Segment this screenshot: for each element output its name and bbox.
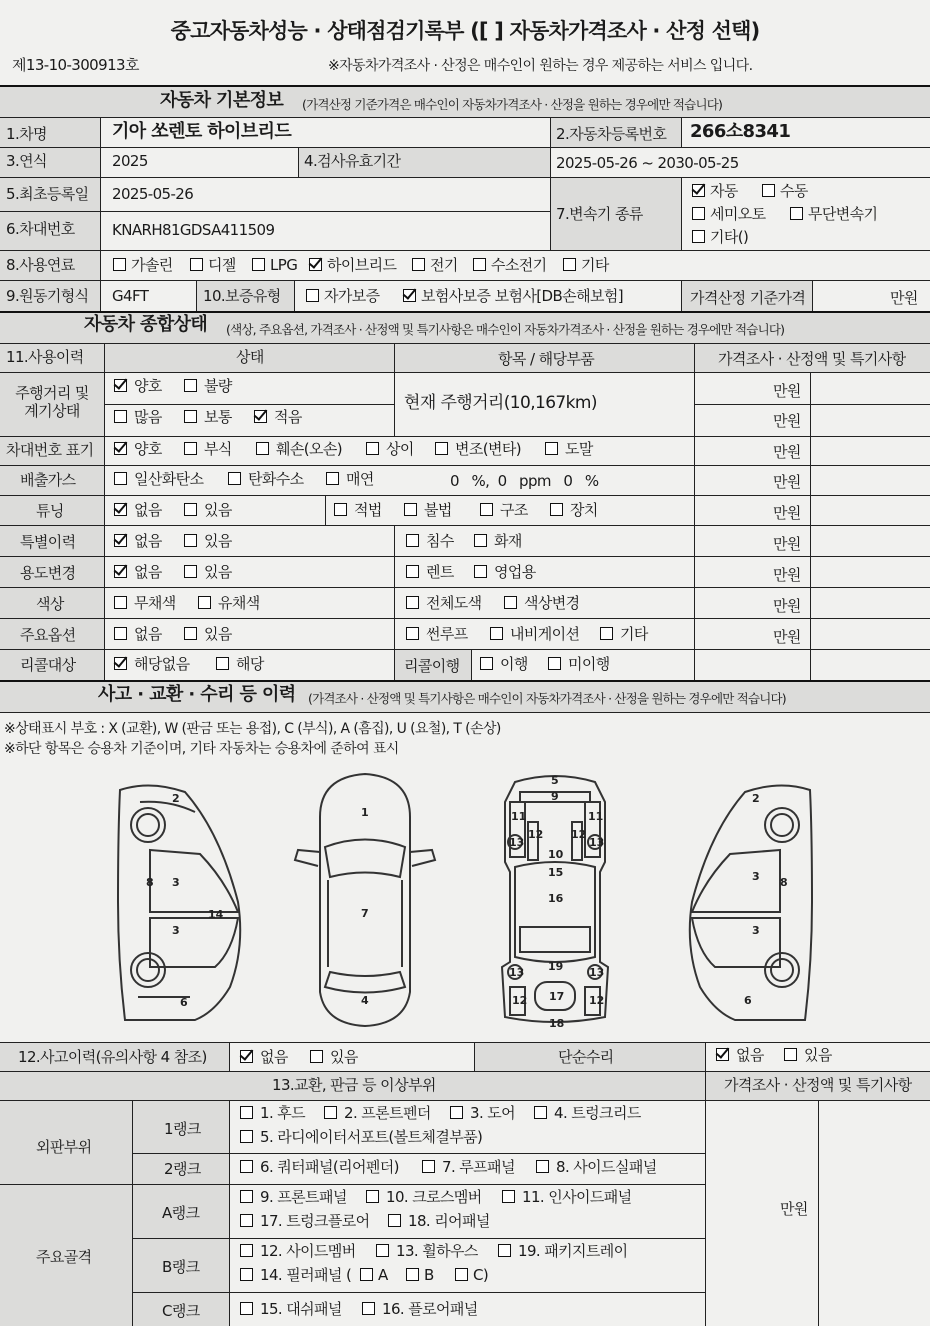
recall-done-label: 리콜이행	[404, 657, 460, 675]
part-label: 2. 프론트펜더	[344, 1104, 431, 1122]
part-14-checkbox[interactable]	[240, 1268, 253, 1281]
simple-repair-none-label: 없음	[736, 1046, 764, 1064]
color-achromatic-checkbox[interactable]	[114, 596, 127, 609]
trans-cvt-label: 무단변속기	[808, 205, 878, 223]
tuning-price-unit: 만원	[773, 504, 801, 522]
part-5-checkbox[interactable]	[240, 1130, 253, 1143]
part-label: 16. 플로어패널	[382, 1300, 478, 1318]
option-exist-label: 있음	[204, 625, 232, 643]
mileage-bad-checkbox[interactable]	[184, 379, 197, 392]
fuel-option: 디젤	[208, 256, 236, 274]
color-opt: 무채색	[134, 594, 176, 612]
warranty-insurance-checkbox[interactable]	[403, 289, 416, 302]
diagram-label: 2	[752, 792, 760, 805]
car-name-label: 1.차명	[6, 125, 47, 143]
fuel-option: 하이브리드	[327, 256, 397, 274]
fuel-lpg-checkbox[interactable]	[252, 258, 265, 271]
purpose-rent-checkbox[interactable]	[406, 565, 419, 578]
mileage-normal-checkbox[interactable]	[184, 410, 197, 423]
vin-mark-label: 차대번호 표기	[6, 441, 94, 459]
purpose-opt: 렌트	[426, 563, 454, 581]
diagram-label: 5	[551, 774, 559, 787]
first-reg-label: 5.최초등록일	[6, 185, 89, 203]
mileage-few-label: 적음	[274, 408, 302, 426]
diagram-label: 13	[509, 836, 525, 849]
tuning-structure-checkbox[interactable]	[480, 503, 493, 516]
accident-exist-checkbox[interactable]	[310, 1050, 323, 1063]
option-none-label: 없음	[134, 625, 162, 643]
special-flood-checkbox[interactable]	[406, 534, 419, 547]
diagram-label: 8	[780, 876, 788, 889]
outer-panel-label: 외판부위	[36, 1138, 92, 1156]
part-3-checkbox[interactable]	[450, 1106, 463, 1119]
diagram-label: 18	[549, 1017, 565, 1030]
vin-opt: 도말	[565, 440, 593, 458]
document-title: 중고자동차성능 · 상태점검기록부 ([ ] 자동차가격조사 · 산정 선택)	[170, 19, 760, 43]
warranty-self-checkbox[interactable]	[306, 289, 319, 302]
tuning-opt: 적법	[354, 501, 382, 519]
recall-yes-label: 해당	[236, 655, 264, 673]
warranty-insurance-label: 보험사보증 보험사[DB손해보험]	[421, 287, 623, 305]
emission-values: 0 %, 0 ppm 0 %	[450, 472, 599, 490]
diagram-label: 6	[744, 994, 752, 1007]
emission-opt: 일산화탄소	[134, 470, 204, 488]
car-damage-diagram	[0, 762, 930, 1042]
special-exist-label: 있음	[204, 532, 232, 550]
diagram-label: 7	[361, 907, 369, 920]
rankB-label: B랭크	[162, 1258, 200, 1276]
price-base-unit: 만원	[890, 289, 918, 307]
color-label: 색상	[36, 595, 64, 613]
part-label: 15. 대쉬패널	[260, 1300, 342, 1318]
accident-none-checkbox[interactable]	[240, 1050, 253, 1063]
pillar-b-checkbox[interactable]	[406, 1268, 419, 1281]
diagram-label: 14	[208, 908, 224, 921]
part-label: 11. 인사이드패널	[522, 1188, 632, 1206]
basic-section-note: (가격산정 기준가격은 매수인이 자동차가격조사 · 산정을 원하는 경우에만 적습니다)	[302, 97, 723, 112]
option-opt: 썬루프	[426, 625, 468, 643]
fuel-option: LPG	[270, 256, 298, 274]
diagram-label: 17	[549, 990, 565, 1003]
mileage-bad-label: 불량	[204, 377, 232, 395]
special-exist-checkbox[interactable]	[184, 534, 197, 547]
vin-opt: 훼손(오손)	[276, 440, 343, 458]
vin-opt: 양호	[134, 440, 162, 458]
diagram-label: 11	[588, 810, 604, 823]
rankA-label: A랭크	[162, 1204, 200, 1222]
col-price-header: 가격조사 · 산정액 및 특기사항	[718, 350, 906, 368]
simple-repair-label: 단순수리	[558, 1048, 614, 1066]
recall-not-opt: 미이행	[568, 655, 610, 673]
vehicle-type-note: ※하단 항목은 승용차 기준이며, 기타 자동차는 승용차에 준하여 표시	[4, 741, 399, 757]
color-chromatic-checkbox[interactable]	[198, 596, 211, 609]
vin-good-checkbox[interactable]	[114, 442, 127, 455]
pillar-label: C)	[473, 1266, 489, 1284]
color-change-checkbox[interactable]	[504, 596, 517, 609]
pillar-c-checkbox[interactable]	[455, 1268, 468, 1281]
part-11-checkbox[interactable]	[502, 1190, 515, 1203]
emission-opt: 매연	[346, 470, 374, 488]
tuning-opt: 불법	[424, 501, 452, 519]
pillar-label: A	[378, 1266, 388, 1284]
emission-smoke-checkbox[interactable]	[326, 472, 339, 485]
trans-semi-label: 세미오토	[710, 205, 766, 223]
vin-opt: 상이	[386, 440, 414, 458]
accident-exist-label: 있음	[330, 1048, 358, 1066]
inspection-label: 4.검사유효기간	[304, 152, 401, 170]
color-opt: 유채색	[218, 594, 260, 612]
status-section-title: 자동차 종합상태	[84, 314, 208, 335]
purpose-price-unit: 만원	[773, 566, 801, 584]
diagram-label: 1	[361, 806, 369, 819]
mileage-many-checkbox[interactable]	[114, 410, 127, 423]
option-opt: 내비게이션	[510, 625, 580, 643]
mileage-label: 주행거리 및 계기상태	[15, 384, 89, 420]
part-label: 5. 라디에이터서포트(볼트체결부품)	[260, 1128, 483, 1146]
fuel-other-checkbox[interactable]	[563, 258, 576, 271]
part-label: 10. 크로스멤버	[386, 1188, 482, 1206]
emission-opt: 탄화수소	[248, 470, 304, 488]
part-13-checkbox[interactable]	[376, 1244, 389, 1257]
special-fire-checkbox[interactable]	[474, 534, 487, 547]
special-opt: 화재	[494, 532, 522, 550]
purpose-none-checkbox[interactable]	[114, 565, 127, 578]
col-usage-header: 11.사용이력	[6, 348, 84, 366]
diagram-label: 11	[511, 810, 527, 823]
warranty-self-label: 자가보증	[324, 287, 380, 305]
recall-none-checkbox[interactable]	[114, 657, 127, 670]
part-label: 14. 필러패널 (	[260, 1266, 352, 1284]
accident-price-unit: 만원	[780, 1200, 808, 1218]
option-label: 주요옵션	[20, 626, 76, 644]
simple-repair-none-checkbox[interactable]	[716, 1048, 729, 1061]
diagram-label: 19	[548, 960, 564, 973]
fuel-hybrid-checkbox[interactable]	[309, 258, 322, 271]
tuning-none-checkbox[interactable]	[114, 503, 127, 516]
part-label: 17. 트렁크플로어	[260, 1212, 370, 1230]
emission-co-checkbox[interactable]	[114, 472, 127, 485]
fuel-option: 전기	[430, 256, 458, 274]
part-18-checkbox[interactable]	[388, 1214, 401, 1227]
tuning-exist-checkbox[interactable]	[184, 503, 197, 516]
part-19-checkbox[interactable]	[498, 1244, 511, 1257]
special-none-checkbox[interactable]	[114, 534, 127, 547]
tuning-exist-label: 있음	[204, 501, 232, 519]
mileage-many-label: 많음	[134, 408, 162, 426]
tuning-opt: 장치	[570, 501, 598, 519]
part-12-checkbox[interactable]	[240, 1244, 253, 1257]
rank1-label: 1랭크	[164, 1120, 201, 1138]
year-label: 3.연식	[6, 152, 47, 170]
part-6-checkbox[interactable]	[240, 1160, 253, 1173]
purpose-opt: 영업용	[494, 563, 536, 581]
vin-opt: 부식	[204, 440, 232, 458]
pillar-a-checkbox[interactable]	[360, 1268, 373, 1281]
diagram-label: 16	[548, 892, 564, 905]
color-opt2: 색상변경	[524, 594, 580, 612]
diagram-label: 12	[589, 994, 605, 1007]
simple-repair-exist-checkbox[interactable]	[784, 1048, 797, 1061]
document-number: 제13-10-300913호	[12, 56, 139, 74]
part-10-checkbox[interactable]	[366, 1190, 379, 1203]
diagram-label: 13	[509, 966, 525, 979]
part-label: 6. 쿼터패널(리어펜더)	[260, 1158, 399, 1176]
vin-price-unit: 만원	[773, 443, 801, 461]
special-label: 특별이력	[20, 533, 76, 551]
warranty-label: 10.보증유형	[203, 287, 281, 305]
vin-label: 6.차대번호	[6, 220, 75, 238]
part-4-checkbox[interactable]	[534, 1106, 547, 1119]
col-state-header: 상태	[236, 348, 264, 366]
tuning-opt: 구조	[500, 501, 528, 519]
emission-label: 배출가스	[20, 471, 76, 489]
diagram-label: 10	[548, 848, 564, 861]
part-1-checkbox[interactable]	[240, 1106, 253, 1119]
car-name-value: 기아 쏘렌토 하이브리드	[112, 121, 292, 142]
current-mileage: 현재 주행거리(10,167km)	[404, 393, 597, 413]
part-8-checkbox[interactable]	[536, 1160, 549, 1173]
trans-manual-checkbox[interactable]	[762, 184, 775, 197]
special-opt: 침수	[426, 532, 454, 550]
option-exist-checkbox[interactable]	[184, 627, 197, 640]
part-label: 4. 트렁크리드	[554, 1104, 641, 1122]
basic-section-title: 자동차 기본정보	[160, 90, 284, 111]
trans-semi-checkbox[interactable]	[692, 207, 705, 220]
color-price-unit: 만원	[773, 597, 801, 615]
trans-auto-label: 자동	[710, 182, 738, 200]
part-17-checkbox[interactable]	[240, 1214, 253, 1227]
reg-no-value: 266소8341	[690, 121, 791, 142]
inspection-value: 2025-05-26 ~ 2030-05-25	[556, 154, 739, 172]
mileage-good-label: 양호	[134, 377, 162, 395]
mileage-normal-label: 보통	[204, 408, 232, 426]
diagram-label: 13	[589, 966, 605, 979]
part-15-checkbox[interactable]	[240, 1302, 253, 1315]
tuning-none-label: 없음	[134, 501, 162, 519]
part-label: 3. 도어	[470, 1104, 516, 1122]
mileage-price-unit-2: 만원	[773, 412, 801, 430]
status-section-note: (색상, 주요옵션, 가격조사 · 산정액 및 특기사항은 매수인이 자동차가격조사 · 산정을 원하는 경우에만 적습니다)	[226, 322, 785, 337]
tuning-illegal-checkbox[interactable]	[404, 503, 417, 516]
recall-done-opt: 이행	[500, 655, 528, 673]
diagram-label: 8	[146, 876, 154, 889]
option-opt: 기타	[620, 625, 648, 643]
color-opt2: 전체도색	[426, 594, 482, 612]
vin-altered-checkbox[interactable]	[435, 442, 448, 455]
part-label: 8. 사이드실패널	[556, 1158, 657, 1176]
option-navi-checkbox[interactable]	[490, 627, 503, 640]
parts-header: 13.교환, 판금 등 이상부위	[272, 1076, 436, 1094]
status-symbol-legend: ※상태표시 부호 : X (교환), W (판금 또는 용접), C (부식), A (흠집), U (요철), T (손상)	[4, 721, 501, 737]
purpose-exist-checkbox[interactable]	[184, 565, 197, 578]
trans-other-checkbox[interactable]	[692, 230, 705, 243]
emission-price-unit: 만원	[773, 473, 801, 491]
transmission-label: 7.변속기 종류	[556, 205, 643, 223]
diagram-label: 9	[551, 790, 559, 803]
purpose-label: 용도변경	[20, 564, 76, 582]
tuning-device-checkbox[interactable]	[550, 503, 563, 516]
special-price-unit: 만원	[773, 535, 801, 553]
accident-none-label: 없음	[260, 1048, 288, 1066]
recall-label: 리콜대상	[20, 656, 76, 674]
rank2-label: 2랭크	[164, 1160, 201, 1178]
accident-section-note: (가격조사 · 산정액 및 특기사항은 매수인이 자동차가격조사 · 산정을 원하는 경우에만 적습니다)	[308, 691, 786, 706]
color-full-paint-checkbox[interactable]	[406, 596, 419, 609]
fuel-option: 기타	[581, 256, 609, 274]
mileage-price-unit: 만원	[773, 382, 801, 400]
part-7-checkbox[interactable]	[422, 1160, 435, 1173]
diagram-label: 3	[752, 870, 760, 883]
simple-repair-exist-label: 있음	[804, 1046, 832, 1064]
option-none-checkbox[interactable]	[114, 627, 127, 640]
diagram-label: 3	[172, 924, 180, 937]
recall-done-checkbox[interactable]	[480, 657, 493, 670]
option-sunroof-checkbox[interactable]	[406, 627, 419, 640]
fuel-electric-checkbox[interactable]	[412, 258, 425, 271]
trans-other-label: 기타()	[710, 228, 749, 246]
part-label: 13. 휠하우스	[396, 1242, 478, 1260]
part-label: 9. 프론트패널	[260, 1188, 347, 1206]
vin-corrosion-checkbox[interactable]	[184, 442, 197, 455]
recall-yes-checkbox[interactable]	[216, 657, 229, 670]
trans-cvt-checkbox[interactable]	[790, 207, 803, 220]
recall-not-checkbox[interactable]	[548, 657, 561, 670]
main-frame-label: 주요골격	[36, 1248, 92, 1266]
part-label: 12. 사이드멤버	[260, 1242, 356, 1260]
col-item-header: 항목 / 해당부품	[498, 350, 595, 368]
option-other-checkbox[interactable]	[600, 627, 613, 640]
engine-label: 9.원동기형식	[6, 287, 89, 305]
trans-manual-label: 수동	[780, 182, 808, 200]
option-price-unit: 만원	[773, 628, 801, 646]
vin-diff-checkbox[interactable]	[366, 442, 379, 455]
accident-section-title: 사고 · 교환 · 수리 등 이력	[98, 684, 296, 705]
part-label: 18. 리어패널	[408, 1212, 490, 1230]
diagram-label: 2	[172, 792, 180, 805]
vin-opt: 변조(변타)	[455, 440, 522, 458]
diagram-label: 15	[548, 866, 564, 879]
accident-price-header: 가격조사 · 산정액 및 특기사항	[724, 1076, 912, 1094]
mileage-few-checkbox[interactable]	[254, 410, 267, 423]
part-2-checkbox[interactable]	[324, 1106, 337, 1119]
diagram-label: 13	[589, 836, 605, 849]
fuel-diesel-checkbox[interactable]	[190, 258, 203, 271]
fuel-option: 수소전기	[491, 256, 547, 274]
purpose-exist-label: 있음	[204, 563, 232, 581]
tuning-legal-checkbox[interactable]	[334, 503, 347, 516]
diagram-label: 4	[361, 994, 369, 1007]
special-none-label: 없음	[134, 532, 162, 550]
fuel-gasoline-checkbox[interactable]	[113, 258, 126, 271]
engine-value: G4FT	[112, 287, 149, 305]
diagram-label: 12	[512, 994, 528, 1007]
trans-auto-checkbox[interactable]	[692, 184, 705, 197]
diagram-label: 3	[752, 924, 760, 937]
accident-history-label: 12.사고이력(유의사항 4 참조)	[18, 1048, 207, 1066]
purpose-none-label: 없음	[134, 563, 162, 581]
part-label: 1. 후드	[260, 1104, 306, 1122]
vin-value: KNARH81GDSA411509	[112, 221, 275, 239]
tuning-label: 튜닝	[36, 502, 64, 520]
recall-none-label: 해당없음	[134, 655, 190, 673]
diagram-label: 6	[180, 996, 188, 1009]
vin-damage-checkbox[interactable]	[256, 442, 269, 455]
diagram-label: 3	[172, 876, 180, 889]
part-9-checkbox[interactable]	[240, 1190, 253, 1203]
diagram-label: 12	[571, 828, 587, 841]
diagram-label: 12	[528, 828, 544, 841]
rankC-label: C랭크	[162, 1302, 200, 1320]
part-label: 19. 패키지트레이	[518, 1242, 628, 1260]
part-label: 7. 루프패널	[442, 1158, 515, 1176]
service-note: ※자동차가격조사 · 산정은 매수인이 원하는 경우 제공하는 서비스 입니다.	[328, 58, 753, 74]
fuel-label: 8.사용연료	[6, 256, 75, 274]
fuel-option: 가솔린	[131, 256, 173, 274]
vin-painted-checkbox[interactable]	[545, 442, 558, 455]
first-reg-value: 2025-05-26	[112, 185, 194, 203]
pillar-label: B	[424, 1266, 434, 1284]
mileage-good-checkbox[interactable]	[114, 379, 127, 392]
fuel-hydrogen-checkbox[interactable]	[473, 258, 486, 271]
part-16-checkbox[interactable]	[362, 1302, 375, 1315]
emission-hc-checkbox[interactable]	[228, 472, 241, 485]
year-value: 2025	[112, 152, 148, 170]
reg-no-label: 2.자동차등록번호	[556, 125, 667, 143]
price-base-label: 가격산정 기준가격	[690, 289, 806, 307]
purpose-business-checkbox[interactable]	[474, 565, 487, 578]
